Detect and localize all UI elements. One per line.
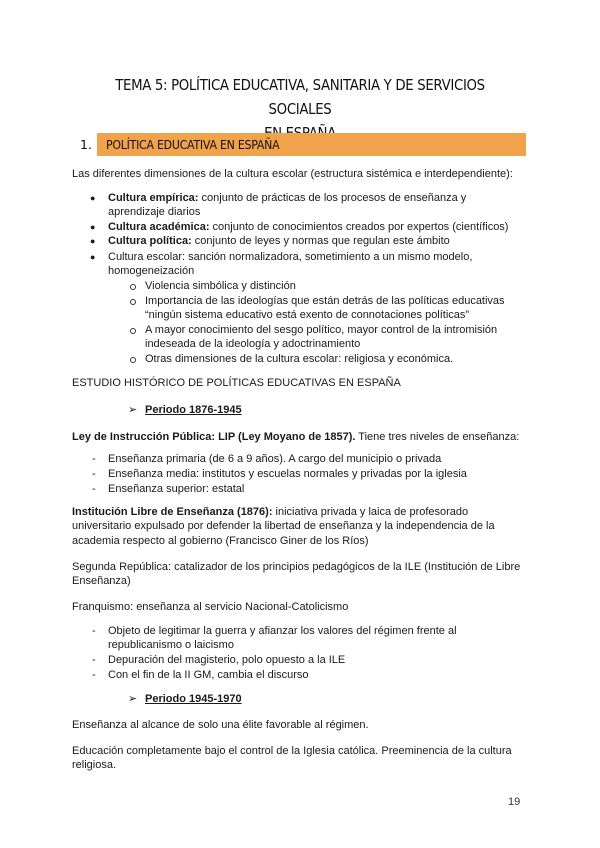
- arrow-icon: ➢: [128, 693, 138, 705]
- circle-bullet-icon: [130, 284, 136, 290]
- section-title: POLÍTICA EDUCATIVA EN ESPAÑA: [106, 137, 280, 152]
- sub-bullet-item: A mayor conocimiento del sesgo político, mayor control de la intromisión: [145, 324, 498, 336]
- dash-icon: -: [92, 625, 96, 637]
- bullet-icon: ●: [90, 193, 96, 203]
- period-heading: Periodo 1945-1970: [145, 693, 242, 705]
- dash-icon: -: [92, 453, 96, 465]
- dash-icon: -: [92, 669, 96, 681]
- bullet-item-cont: homogeneización: [108, 265, 195, 277]
- sub-bullet-item: Importancia de las ideologías que están detrás de las políticas educativas: [145, 295, 505, 307]
- circle-bullet-icon: [130, 328, 136, 334]
- bullet-icon: ●: [90, 222, 96, 232]
- sub-bullet-item: Otras dimensiones de la cultura escolar: religiosa y económica.: [145, 353, 454, 365]
- educacion-text-cont: religiosa.: [72, 759, 117, 771]
- title-line-1: TEMA 5: POLÍTICA EDUCATIVA, SANITARIA Y DE SERVICIOS SOCIALES: [115, 76, 485, 118]
- dash-icon: -: [92, 654, 96, 666]
- list-item: Enseñanza media: institutos y escuelas normales y privadas por la iglesia: [108, 468, 467, 480]
- ley-paragraph: Ley de Instrucción Pública: LIP (Ley Moyano de 1857). Tiene tres niveles de enseñanza:: [72, 431, 520, 443]
- section-highlight: [97, 133, 526, 156]
- sub-bullet-item-cont: indeseada de la ideología y adoctrinamiento: [145, 338, 361, 350]
- segunda-republica-text: Segunda República: catalizador de los principios pedagógicos de la ILE (Institución de Libre: [72, 561, 521, 573]
- dash-icon: -: [92, 468, 96, 480]
- section-number: 1.: [80, 137, 92, 152]
- bullet-item: Cultura política: conjunto de leyes y normas que regulan este ámbito: [108, 235, 450, 247]
- bullet-item: Cultura empírica: conjunto de prácticas de los procesos de enseñanza y: [108, 192, 467, 204]
- bullet-icon: ●: [90, 236, 96, 246]
- intro-text: Las diferentes dimensiones de la cultura escolar (estructura sistémica e interdependiente):: [72, 168, 513, 180]
- bullet-icon: ●: [90, 252, 96, 262]
- ile-paragraph-cont: academia respecto al gobierno (Francisco Giner de los Ríos): [72, 535, 369, 547]
- circle-bullet-icon: [130, 299, 136, 305]
- list-item: Enseñanza primaria (de 6 a 9 años). A cargo del municipio o privada: [108, 453, 442, 465]
- arrow-icon: ➢: [128, 404, 138, 416]
- bullet-item-cont: aprendizaje diarios: [108, 206, 201, 218]
- ile-paragraph: Institución Libre de Enseñanza (1876): iniciativa privada y laica de profesorado: [72, 506, 469, 518]
- bullet-item: Cultura académica: conjunto de conocimientos creados por expertos (científicos): [108, 221, 509, 233]
- study-heading: ESTUDIO HISTÓRICO DE POLÍTICAS EDUCATIVAS EN ESPAÑA: [72, 377, 401, 389]
- segunda-republica-text-cont: Enseñanza): [72, 575, 131, 587]
- educacion-text: Educación completamente bajo el control de la Iglesia católica. Preeminencia de la cultura: [72, 745, 512, 757]
- franquismo-text: Franquismo: enseñanza al servicio Nacional-Catolicismo: [72, 601, 349, 613]
- dash-icon: -: [92, 483, 96, 495]
- list-item: Enseñanza superior: estatal: [108, 483, 245, 495]
- sub-bullet-item: Violencia simbólica y distinción: [145, 280, 296, 292]
- list-item: Depuración del magisterio, polo opuesto a la ILE: [108, 654, 346, 666]
- elite-text: Enseñanza al alcance de solo una élite favorable al régimen.: [72, 719, 369, 731]
- period-heading: Periodo 1876-1945: [145, 404, 242, 416]
- circle-bullet-icon: [130, 357, 136, 363]
- list-item-cont: republicanismo o laicismo: [108, 639, 234, 651]
- list-item: Con el fin de la II GM, cambia el discurso: [108, 669, 309, 681]
- section-heading: [74, 133, 526, 156]
- sub-bullet-item-cont: “ningún sistema educativo está exento de connotaciones políticas”: [145, 309, 470, 321]
- page-number: 19: [508, 796, 521, 808]
- ile-paragraph-cont: universitario expulsado por defender la libertad de enseñanza y la independencia de la: [72, 520, 495, 532]
- bullet-item: Cultura escolar: sanción normalizadora, sometimiento a un mismo modelo,: [108, 251, 473, 263]
- list-item: Objeto de legitimar la guerra y afianzar los valores del régimen frente al: [108, 625, 457, 637]
